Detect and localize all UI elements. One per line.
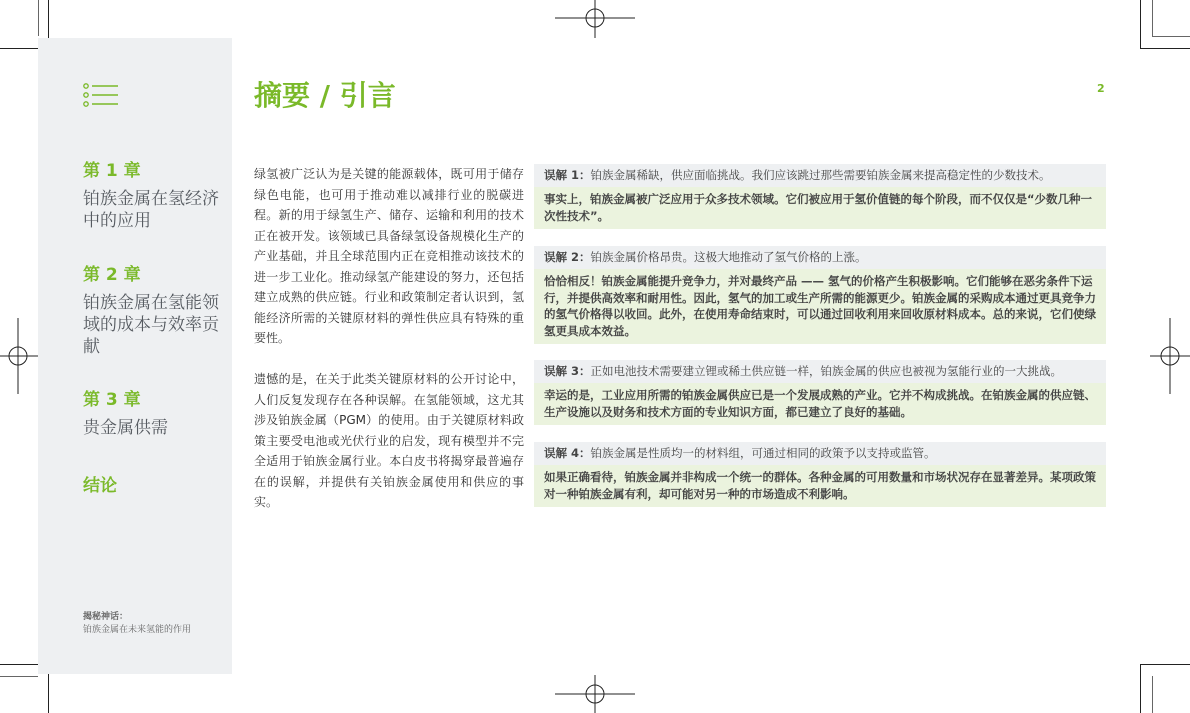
myth-claim xyxy=(534,442,1106,465)
chapter-number: 结论 xyxy=(83,476,117,496)
crop-mark xyxy=(1140,48,1190,49)
myth-claim-text: 铂族金属价格昂贵。这极大地推动了氢气价格的上涨。 xyxy=(590,250,867,264)
page-title: 摘要 / 引言 xyxy=(254,79,396,112)
myth-box-4 xyxy=(534,442,1106,507)
footer-subtitle: 铂族金属在未来氢能的作用 xyxy=(83,625,192,635)
crop-mark xyxy=(1152,0,1153,36)
myth-label: 误解 3： xyxy=(544,364,591,378)
myth-label: 误解 2： xyxy=(544,250,591,264)
menu-icon[interactable] xyxy=(83,83,119,107)
chapter-title: 贵金属供需 xyxy=(83,418,168,438)
myth-box-1 xyxy=(534,164,1106,229)
myth-label: 误解 1： xyxy=(544,168,591,182)
myth-claim-text: 铂族金属是性质均一的材料组，可通过相同的政策予以支持或监管。 xyxy=(590,446,936,460)
page-number: 2 xyxy=(1097,82,1105,95)
chapter-number: 第 3 章 xyxy=(83,390,141,410)
sidebar-item-chapter-2[interactable] xyxy=(83,264,223,358)
registration-mark-icon xyxy=(555,675,635,713)
myth-claim xyxy=(534,246,1106,269)
crop-mark xyxy=(38,0,39,36)
chapter-title: 铂族金属在氢能领域的成本与效率贡献 xyxy=(83,293,219,357)
myth-claim-text: 铂族金属稀缺，供应面临挑战。我们应该跳过那些需要铂族金属来提高稳定性的少数技术。 xyxy=(590,168,1051,182)
myth-claim-text: 正如电池技术需要建立锂或稀土供应链一样，铂族金属的供应也被视为氢能行业的一大挑战。 xyxy=(590,364,1063,378)
crop-mark xyxy=(0,676,38,677)
registration-mark-icon xyxy=(555,0,635,38)
sidebar-item-chapter-1[interactable] xyxy=(83,160,223,232)
myth-fact: 事实上，铂族金属被广泛应用于众多技术领域。它们被应用于氢价值链的每个阶段，而不仅仅是“少数几种一次性技术”。 xyxy=(534,187,1106,229)
crop-mark xyxy=(1152,676,1153,713)
intro-paragraph-1: 绿氢被广泛认为是关键的能源载体，既可用于储存绿色电能，也可用于推动难以减排行业的脱碳进程。新的用于绿氢生产、储存、运输和利用的技术正在被开发。该领域已具备绿氢设备规模化生产的产业基础，并且全球范围内正在竞相推动该技术的进一步工业化。推动绿氢产能建设的努力，还包括建立成熟的供应链。行业和政策制定者认识到，氢能经济所需的关键原材料的弹性供应具有特殊的重要性。 xyxy=(254,167,524,345)
sidebar-item-conclusion[interactable] xyxy=(83,475,223,497)
intro-paragraph-2: 遗憾的是，在关于此类关键原材料的公开讨论中，人们反复发现存在各种误解。在氢能领域，这尤其涉及铂族金属（PGM）的使用。由于关键原材料政策主要受电池或光伏行业的启发，现有模型并不完全适用于铂族金属行业。本白皮书将揭穿最普遍存在的误解，并提供有关铂族金属使用和供应的事实。 xyxy=(254,372,524,509)
chapter-number: 第 1 章 xyxy=(83,161,141,181)
crop-mark xyxy=(1140,0,1141,48)
myth-box-3 xyxy=(534,360,1106,425)
footer-label: 揭秘神话： xyxy=(83,612,129,622)
chapter-number: 第 2 章 xyxy=(83,265,141,285)
sidebar-item-chapter-3[interactable] xyxy=(83,389,223,439)
crop-mark xyxy=(1140,664,1141,713)
myth-fact: 如果正确看待，铂族金属并非构成一个统一的群体。各种金属的可用数量和市场状况存在显著差异。某项政策对一种铂族金属有利，却可能对另一种的市场造成不利影响。 xyxy=(534,465,1106,507)
chapter-title: 铂族金属在氢经济中的应用 xyxy=(83,189,219,231)
registration-mark-icon xyxy=(1150,318,1190,394)
registration-mark-icon xyxy=(0,318,40,394)
crop-mark xyxy=(1152,36,1190,37)
crop-mark xyxy=(1140,664,1190,665)
sidebar-footer xyxy=(83,611,191,637)
sidebar xyxy=(38,38,232,674)
myth-fact: 幸运的是，工业应用所需的铂族金属供应已是一个发展成熟的产业。它并不构成挑战。在铂族金属的供应链、生产设施以及财务和技术方面的专业知识方面，都已建立了良好的基础。 xyxy=(534,383,1106,425)
myth-claim xyxy=(534,164,1106,187)
myth-box-2 xyxy=(534,246,1106,344)
myth-fact: 恰恰相反！铂族金属能提升竞争力，并对最终产品 —— 氢气的价格产生积极影响。它们能够在恶劣条件下运行，并提供高效率和耐用性。因此，氢气的加工或生产所需的能源更少。铂族金属的采购成本通过更具竞争力的氢气价格得以收回。此外，在使用寿命结束时，可以通过回收利用来回收原材料成本。总的来说，它们使绿氢更具成本效益。 xyxy=(534,269,1106,344)
myth-claim xyxy=(534,360,1106,383)
myth-label: 误解 4： xyxy=(544,446,591,460)
